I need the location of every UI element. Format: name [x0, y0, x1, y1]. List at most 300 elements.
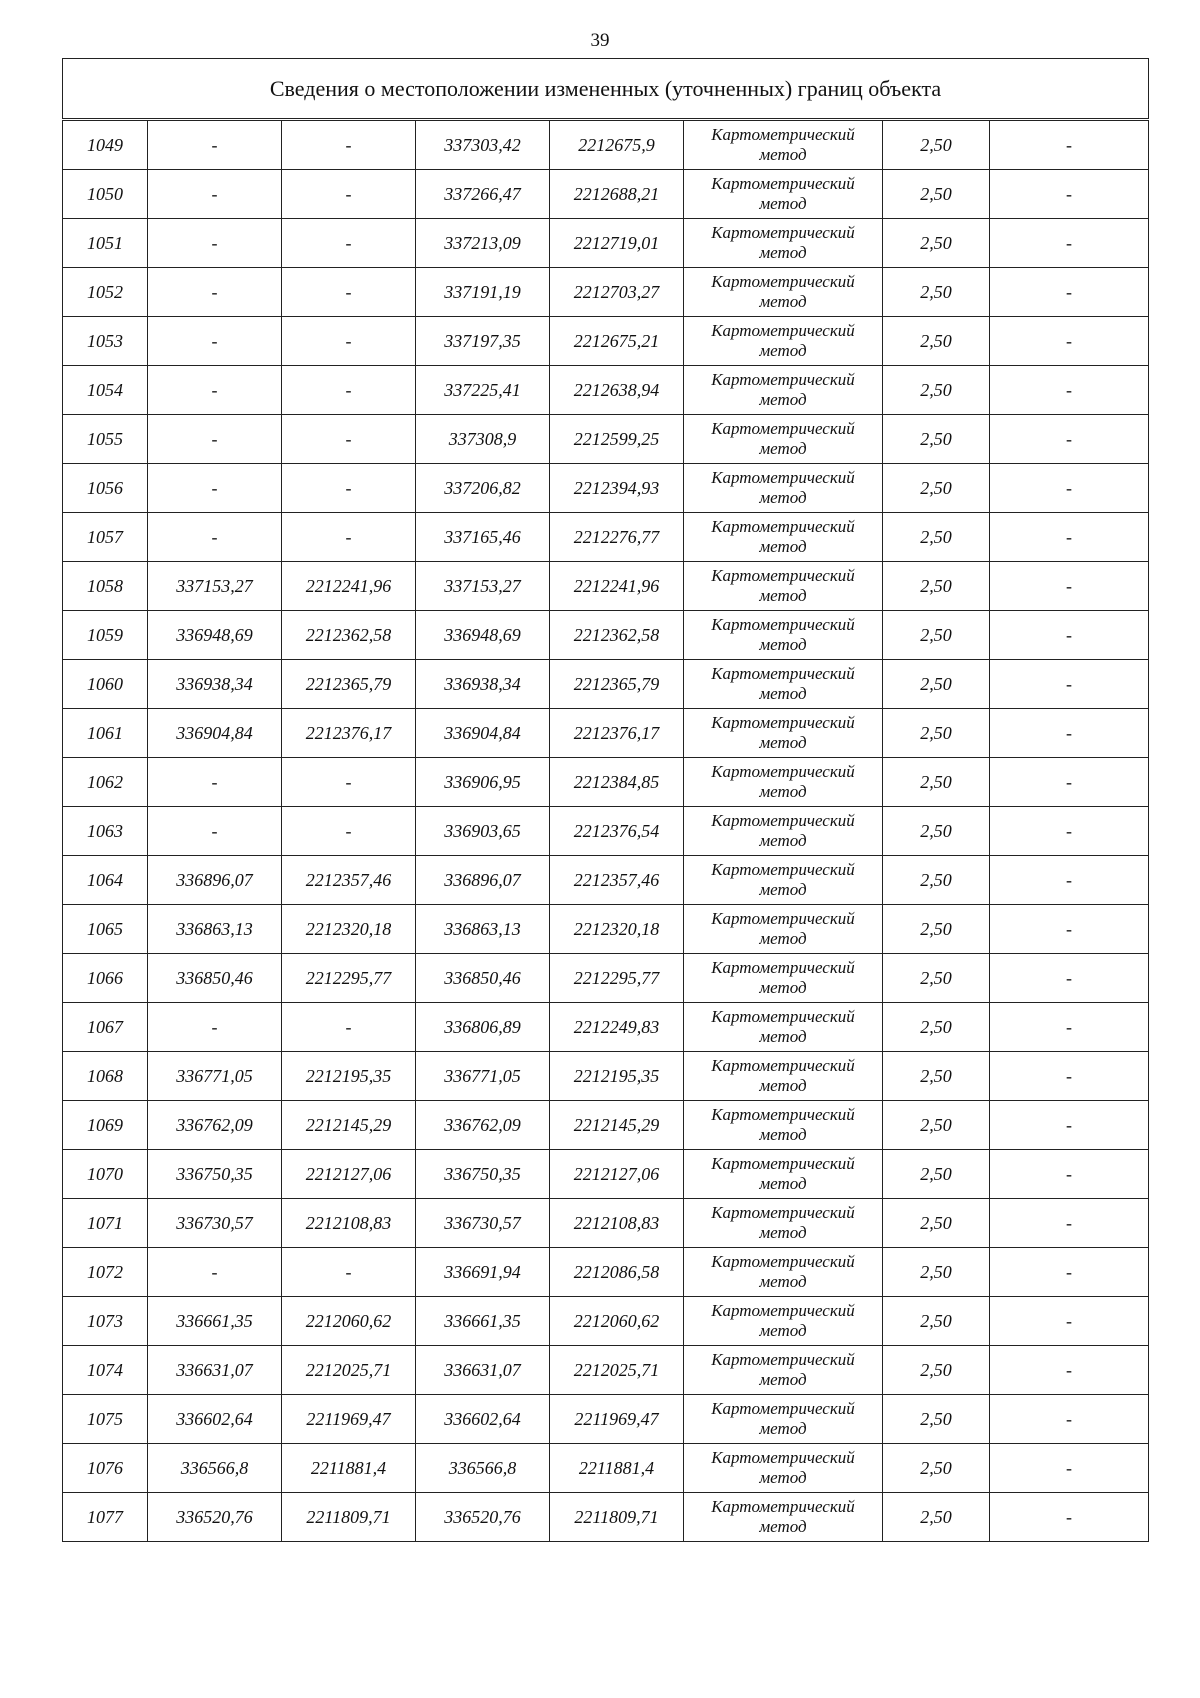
- accuracy-cell: 2,50: [883, 1101, 990, 1150]
- description-cell: -: [990, 1346, 1149, 1395]
- description-cell: -: [990, 611, 1149, 660]
- existing-x-cell: -: [148, 268, 282, 317]
- point-number-cell: 1054: [63, 366, 148, 415]
- new-x-cell: 336750,35: [416, 1150, 550, 1199]
- existing-y-cell: 2212320,18: [282, 905, 416, 954]
- existing-x-cell: 336938,34: [148, 660, 282, 709]
- method-line-1: Картометрический: [711, 1105, 855, 1124]
- new-x-cell: 336520,76: [416, 1493, 550, 1542]
- table-row: [63, 1150, 1149, 1199]
- method-line-1: Картометрический: [711, 1301, 855, 1320]
- table-row: [63, 905, 1149, 954]
- method-cell: [684, 513, 883, 562]
- new-y-cell: 2212638,94: [550, 366, 684, 415]
- existing-y-cell: -: [282, 513, 416, 562]
- accuracy-cell: 2,50: [883, 1199, 990, 1248]
- table-row: [63, 562, 1149, 611]
- method-line-1: Картометрический: [711, 1203, 855, 1222]
- method-line-2: метод: [759, 635, 807, 654]
- accuracy-cell: 2,50: [883, 415, 990, 464]
- method-line-1: Картометрический: [711, 321, 855, 340]
- accuracy-cell: 2,50: [883, 660, 990, 709]
- existing-x-cell: -: [148, 1003, 282, 1052]
- existing-y-cell: -: [282, 219, 416, 268]
- table-row: [63, 1248, 1149, 1297]
- point-number-cell: 1061: [63, 709, 148, 758]
- new-x-cell: 337206,82: [416, 464, 550, 513]
- point-number-cell: 1072: [63, 1248, 148, 1297]
- new-x-cell: 337266,47: [416, 170, 550, 219]
- accuracy-cell: 2,50: [883, 1248, 990, 1297]
- existing-y-cell: -: [282, 807, 416, 856]
- existing-y-cell: 2212357,46: [282, 856, 416, 905]
- new-x-cell: 336602,64: [416, 1395, 550, 1444]
- new-y-cell: 2212384,85: [550, 758, 684, 807]
- method-cell: [684, 758, 883, 807]
- existing-x-cell: -: [148, 513, 282, 562]
- point-number-cell: 1075: [63, 1395, 148, 1444]
- method-cell: [684, 660, 883, 709]
- existing-x-cell: 336520,76: [148, 1493, 282, 1542]
- point-number-cell: 1050: [63, 170, 148, 219]
- description-cell: -: [990, 268, 1149, 317]
- method-cell: [684, 1052, 883, 1101]
- point-number-cell: 1053: [63, 317, 148, 366]
- table-title-row: [63, 59, 1149, 120]
- method-line-1: Картометрический: [711, 762, 855, 781]
- table-row: [63, 415, 1149, 464]
- existing-x-cell: 336566,8: [148, 1444, 282, 1493]
- existing-x-cell: 336631,07: [148, 1346, 282, 1395]
- table-row: [63, 758, 1149, 807]
- description-cell: -: [990, 1101, 1149, 1150]
- accuracy-cell: 2,50: [883, 758, 990, 807]
- method-line-1: Картометрический: [711, 811, 855, 830]
- method-line-1: Картометрический: [711, 1399, 855, 1418]
- method-cell: [684, 1444, 883, 1493]
- new-x-cell: 336661,35: [416, 1297, 550, 1346]
- table-row: [63, 1101, 1149, 1150]
- new-y-cell: 2212060,62: [550, 1297, 684, 1346]
- new-y-cell: 2211881,4: [550, 1444, 684, 1493]
- existing-x-cell: -: [148, 807, 282, 856]
- table-row: [63, 954, 1149, 1003]
- method-line-2: метод: [759, 586, 807, 605]
- method-cell: [684, 856, 883, 905]
- new-y-cell: 2212127,06: [550, 1150, 684, 1199]
- existing-x-cell: -: [148, 366, 282, 415]
- new-y-cell: 2212675,21: [550, 317, 684, 366]
- point-number-cell: 1063: [63, 807, 148, 856]
- accuracy-cell: 2,50: [883, 1444, 990, 1493]
- method-line-1: Картометрический: [711, 615, 855, 634]
- method-line-1: Картометрический: [711, 1497, 855, 1516]
- point-number-cell: 1069: [63, 1101, 148, 1150]
- point-number-cell: 1066: [63, 954, 148, 1003]
- method-line-2: метод: [759, 243, 807, 262]
- new-y-cell: 2212295,77: [550, 954, 684, 1003]
- existing-x-cell: -: [148, 758, 282, 807]
- point-number-cell: 1062: [63, 758, 148, 807]
- method-line-2: метод: [759, 145, 807, 164]
- point-number-cell: 1056: [63, 464, 148, 513]
- method-cell: [684, 1346, 883, 1395]
- existing-x-cell: 336904,84: [148, 709, 282, 758]
- method-line-2: метод: [759, 390, 807, 409]
- method-line-2: метод: [759, 929, 807, 948]
- method-line-1: Картометрический: [711, 517, 855, 536]
- method-cell: [684, 464, 883, 513]
- new-y-cell: 2212276,77: [550, 513, 684, 562]
- existing-x-cell: 336602,64: [148, 1395, 282, 1444]
- point-number-cell: 1057: [63, 513, 148, 562]
- new-y-cell: 2212599,25: [550, 415, 684, 464]
- accuracy-cell: 2,50: [883, 513, 990, 562]
- method-cell: [684, 709, 883, 758]
- new-x-cell: 337153,27: [416, 562, 550, 611]
- point-number-cell: 1065: [63, 905, 148, 954]
- accuracy-cell: 2,50: [883, 856, 990, 905]
- method-cell: [684, 317, 883, 366]
- new-x-cell: 337213,09: [416, 219, 550, 268]
- existing-y-cell: -: [282, 268, 416, 317]
- description-cell: -: [990, 1297, 1149, 1346]
- description-cell: -: [990, 1150, 1149, 1199]
- method-line-1: Картометрический: [711, 1154, 855, 1173]
- point-number-cell: 1071: [63, 1199, 148, 1248]
- new-x-cell: 337303,42: [416, 120, 550, 170]
- table-row: [63, 219, 1149, 268]
- method-cell: [684, 1003, 883, 1052]
- point-number-cell: 1051: [63, 219, 148, 268]
- method-line-2: метод: [759, 880, 807, 899]
- method-line-1: Картометрический: [711, 713, 855, 732]
- new-x-cell: 336631,07: [416, 1346, 550, 1395]
- method-line-2: метод: [759, 831, 807, 850]
- method-cell: [684, 905, 883, 954]
- table-row: [63, 856, 1149, 905]
- new-x-cell: 336904,84: [416, 709, 550, 758]
- method-line-2: метод: [759, 1174, 807, 1193]
- new-y-cell: 2212703,27: [550, 268, 684, 317]
- point-number-cell: 1059: [63, 611, 148, 660]
- method-cell: [684, 1199, 883, 1248]
- existing-x-cell: -: [148, 317, 282, 366]
- method-line-2: метод: [759, 194, 807, 213]
- accuracy-cell: 2,50: [883, 1395, 990, 1444]
- existing-y-cell: -: [282, 464, 416, 513]
- method-cell: [684, 1395, 883, 1444]
- existing-x-cell: 336850,46: [148, 954, 282, 1003]
- description-cell: -: [990, 562, 1149, 611]
- existing-y-cell: 2212195,35: [282, 1052, 416, 1101]
- new-x-cell: 337225,41: [416, 366, 550, 415]
- new-x-cell: 337165,46: [416, 513, 550, 562]
- existing-y-cell: -: [282, 170, 416, 219]
- new-x-cell: 337308,9: [416, 415, 550, 464]
- new-x-cell: 336806,89: [416, 1003, 550, 1052]
- method-line-2: метод: [759, 439, 807, 458]
- accuracy-cell: 2,50: [883, 366, 990, 415]
- method-line-2: метод: [759, 537, 807, 556]
- new-y-cell: 2212376,54: [550, 807, 684, 856]
- accuracy-cell: 2,50: [883, 562, 990, 611]
- method-line-2: метод: [759, 782, 807, 801]
- method-cell: [684, 120, 883, 170]
- description-cell: -: [990, 856, 1149, 905]
- existing-x-cell: -: [148, 170, 282, 219]
- existing-x-cell: 336661,35: [148, 1297, 282, 1346]
- table-row: [63, 660, 1149, 709]
- method-cell: [684, 366, 883, 415]
- new-x-cell: 336906,95: [416, 758, 550, 807]
- new-y-cell: 2212086,58: [550, 1248, 684, 1297]
- description-cell: -: [990, 317, 1149, 366]
- new-y-cell: 2212719,01: [550, 219, 684, 268]
- method-line-2: метод: [759, 1419, 807, 1438]
- method-line-2: метод: [759, 1370, 807, 1389]
- accuracy-cell: 2,50: [883, 219, 990, 268]
- new-x-cell: 336903,65: [416, 807, 550, 856]
- method-line-2: метод: [759, 1223, 807, 1242]
- page-number: 39: [590, 30, 610, 51]
- new-x-cell: 336938,34: [416, 660, 550, 709]
- description-cell: -: [990, 660, 1149, 709]
- method-line-1: Картометрический: [711, 566, 855, 585]
- table-row: [63, 1199, 1149, 1248]
- table-row: [63, 1297, 1149, 1346]
- method-line-1: Картометрический: [711, 664, 855, 683]
- new-x-cell: 336730,57: [416, 1199, 550, 1248]
- description-cell: -: [990, 807, 1149, 856]
- existing-y-cell: -: [282, 120, 416, 170]
- method-cell: [684, 219, 883, 268]
- table-row: [63, 1444, 1149, 1493]
- accuracy-cell: 2,50: [883, 1150, 990, 1199]
- new-y-cell: 2212688,21: [550, 170, 684, 219]
- method-line-2: метод: [759, 488, 807, 507]
- description-cell: -: [990, 1248, 1149, 1297]
- method-line-1: Картометрический: [711, 370, 855, 389]
- accuracy-cell: 2,50: [883, 1003, 990, 1052]
- new-y-cell: 2212376,17: [550, 709, 684, 758]
- table-row: [63, 709, 1149, 758]
- accuracy-cell: 2,50: [883, 120, 990, 170]
- new-y-cell: 2212249,83: [550, 1003, 684, 1052]
- point-number-cell: 1064: [63, 856, 148, 905]
- point-number-cell: 1070: [63, 1150, 148, 1199]
- description-cell: -: [990, 366, 1149, 415]
- point-number-cell: 1055: [63, 415, 148, 464]
- accuracy-cell: 2,50: [883, 317, 990, 366]
- method-cell: [684, 1493, 883, 1542]
- existing-y-cell: 2211809,71: [282, 1493, 416, 1542]
- description-cell: -: [990, 954, 1149, 1003]
- existing-y-cell: 2212241,96: [282, 562, 416, 611]
- existing-y-cell: -: [282, 366, 416, 415]
- accuracy-cell: 2,50: [883, 1346, 990, 1395]
- new-y-cell: 2212365,79: [550, 660, 684, 709]
- description-cell: -: [990, 120, 1149, 170]
- point-number-cell: 1058: [63, 562, 148, 611]
- new-y-cell: 2212320,18: [550, 905, 684, 954]
- table-row: [63, 317, 1149, 366]
- description-cell: -: [990, 1052, 1149, 1101]
- new-x-cell: 337197,35: [416, 317, 550, 366]
- method-line-1: Картометрический: [711, 468, 855, 487]
- existing-x-cell: -: [148, 120, 282, 170]
- point-number-cell: 1077: [63, 1493, 148, 1542]
- description-cell: -: [990, 709, 1149, 758]
- description-cell: -: [990, 170, 1149, 219]
- description-cell: -: [990, 905, 1149, 954]
- new-y-cell: 2212145,29: [550, 1101, 684, 1150]
- new-y-cell: 2212394,93: [550, 464, 684, 513]
- accuracy-cell: 2,50: [883, 807, 990, 856]
- table-row: [63, 611, 1149, 660]
- method-line-1: Картометрический: [711, 419, 855, 438]
- existing-x-cell: 336762,09: [148, 1101, 282, 1150]
- method-cell: [684, 611, 883, 660]
- existing-y-cell: -: [282, 1003, 416, 1052]
- method-cell: [684, 807, 883, 856]
- new-x-cell: 336863,13: [416, 905, 550, 954]
- method-line-1: Картометрический: [711, 1056, 855, 1075]
- existing-x-cell: 337153,27: [148, 562, 282, 611]
- point-number-cell: 1067: [63, 1003, 148, 1052]
- accuracy-cell: 2,50: [883, 611, 990, 660]
- description-cell: -: [990, 464, 1149, 513]
- new-y-cell: 2212675,9: [550, 120, 684, 170]
- existing-y-cell: 2211881,4: [282, 1444, 416, 1493]
- new-y-cell: 2212195,35: [550, 1052, 684, 1101]
- table-row: [63, 120, 1149, 170]
- description-cell: -: [990, 1199, 1149, 1248]
- new-x-cell: 336850,46: [416, 954, 550, 1003]
- point-number-cell: 1049: [63, 120, 148, 170]
- new-y-cell: 2212357,46: [550, 856, 684, 905]
- method-cell: [684, 1248, 883, 1297]
- new-x-cell: 336566,8: [416, 1444, 550, 1493]
- existing-x-cell: 336730,57: [148, 1199, 282, 1248]
- boundary-coordinates-table: [62, 58, 1149, 1542]
- point-number-cell: 1074: [63, 1346, 148, 1395]
- method-cell: [684, 562, 883, 611]
- new-x-cell: 336896,07: [416, 856, 550, 905]
- method-line-2: метод: [759, 1321, 807, 1340]
- accuracy-cell: 2,50: [883, 1052, 990, 1101]
- accuracy-cell: 2,50: [883, 268, 990, 317]
- accuracy-cell: 2,50: [883, 170, 990, 219]
- method-cell: [684, 1150, 883, 1199]
- method-cell: [684, 268, 883, 317]
- existing-x-cell: -: [148, 1248, 282, 1297]
- method-cell: [684, 170, 883, 219]
- method-line-2: метод: [759, 1027, 807, 1046]
- description-cell: -: [990, 513, 1149, 562]
- table-row: [63, 1003, 1149, 1052]
- accuracy-cell: 2,50: [883, 464, 990, 513]
- existing-y-cell: 2211969,47: [282, 1395, 416, 1444]
- table-row: [63, 1395, 1149, 1444]
- method-line-2: метод: [759, 684, 807, 703]
- method-cell: [684, 954, 883, 1003]
- method-line-2: метод: [759, 1076, 807, 1095]
- method-cell: [684, 1297, 883, 1346]
- accuracy-cell: 2,50: [883, 1493, 990, 1542]
- existing-x-cell: -: [148, 415, 282, 464]
- existing-x-cell: 336896,07: [148, 856, 282, 905]
- new-y-cell: 2212025,71: [550, 1346, 684, 1395]
- table-row: [63, 1346, 1149, 1395]
- method-cell: [684, 415, 883, 464]
- description-cell: -: [990, 1003, 1149, 1052]
- existing-y-cell: 2212362,58: [282, 611, 416, 660]
- new-y-cell: 2211809,71: [550, 1493, 684, 1542]
- existing-y-cell: 2212145,29: [282, 1101, 416, 1150]
- method-line-1: Картометрический: [711, 272, 855, 291]
- method-line-1: Картометрический: [711, 174, 855, 193]
- table-row: [63, 807, 1149, 856]
- table-row: [63, 1493, 1149, 1542]
- accuracy-cell: 2,50: [883, 905, 990, 954]
- new-x-cell: 336691,94: [416, 1248, 550, 1297]
- table-row: [63, 366, 1149, 415]
- existing-x-cell: 336771,05: [148, 1052, 282, 1101]
- new-x-cell: 336762,09: [416, 1101, 550, 1150]
- table-row: [63, 513, 1149, 562]
- point-number-cell: 1073: [63, 1297, 148, 1346]
- table-row: [63, 170, 1149, 219]
- method-line-2: метод: [759, 1517, 807, 1536]
- method-line-1: Картометрический: [711, 1007, 855, 1026]
- existing-y-cell: 2212060,62: [282, 1297, 416, 1346]
- description-cell: -: [990, 1395, 1149, 1444]
- table-body: [63, 59, 1149, 1542]
- existing-y-cell: -: [282, 758, 416, 807]
- method-line-1: Картометрический: [711, 1350, 855, 1369]
- description-cell: -: [990, 219, 1149, 268]
- method-line-1: Картометрический: [711, 125, 855, 144]
- existing-x-cell: 336863,13: [148, 905, 282, 954]
- description-cell: -: [990, 1493, 1149, 1542]
- point-number-cell: 1076: [63, 1444, 148, 1493]
- method-line-1: Картометрический: [711, 223, 855, 242]
- method-line-1: Картометрический: [711, 909, 855, 928]
- new-x-cell: 336771,05: [416, 1052, 550, 1101]
- existing-y-cell: -: [282, 317, 416, 366]
- table-row: [63, 1052, 1149, 1101]
- existing-y-cell: 2212108,83: [282, 1199, 416, 1248]
- existing-x-cell: -: [148, 464, 282, 513]
- existing-x-cell: -: [148, 219, 282, 268]
- existing-x-cell: 336948,69: [148, 611, 282, 660]
- existing-y-cell: -: [282, 415, 416, 464]
- table-row: [63, 268, 1149, 317]
- method-line-2: метод: [759, 1272, 807, 1291]
- method-line-1: Картометрический: [711, 958, 855, 977]
- new-y-cell: 2212241,96: [550, 562, 684, 611]
- table-title: Сведения о местоположении измененных (уточненных) границ объекта: [63, 59, 1149, 120]
- accuracy-cell: 2,50: [883, 1297, 990, 1346]
- description-cell: -: [990, 415, 1149, 464]
- accuracy-cell: 2,50: [883, 954, 990, 1003]
- accuracy-cell: 2,50: [883, 709, 990, 758]
- point-number-cell: 1060: [63, 660, 148, 709]
- method-line-2: метод: [759, 733, 807, 752]
- point-number-cell: 1068: [63, 1052, 148, 1101]
- new-y-cell: 2212108,83: [550, 1199, 684, 1248]
